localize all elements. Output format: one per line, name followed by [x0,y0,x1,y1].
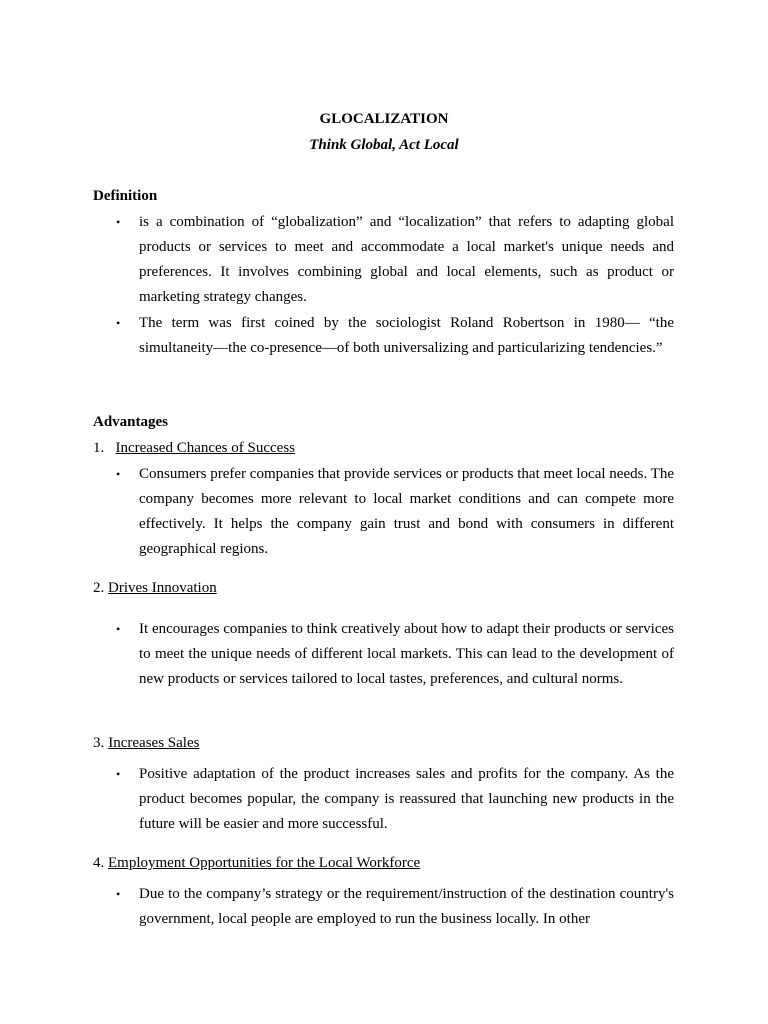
bullet-icon: • [116,622,121,636]
definition-heading: Definition [93,188,158,204]
advantage-number: 3. [93,735,105,751]
bullet-icon: • [116,316,121,330]
advantage-heading-2 [93,580,217,597]
advantage-title: Drives Innovation [108,580,217,596]
definition-bullet-2: The term was first coined by the sociologist Roland Robertson in 1980— “the simultaneity—the co-presence—of both universalizing and particularizing tendencies.” [139,315,674,356]
advantage-heading-3 [93,735,199,752]
bullet-icon: • [116,887,121,901]
advantage-title: Increased Chances of Success [115,440,296,456]
advantage-number: 1. [93,440,105,456]
document-title: GLOCALIZATION [319,111,449,127]
bullet-icon: • [116,215,121,229]
document-subtitle: Think Global, Act Local [309,137,459,153]
definition-bullet-1: is a combination of “globalization” and “localization” that refers to adapting global products or services to meet and accommodate a local market's unique needs and preferences. It involves combining global and local elements, such as product or marketing strategy changes. [139,214,674,305]
advantage-title: Employment Opportunities for the Local Workforce [108,855,421,871]
advantage-heading-1 [93,440,295,457]
advantage-bullet-4: Due to the company’s strategy or the requirement/instruction of the destination country's government, local people are employed to run the business locally. In other [139,886,674,927]
advantage-bullet-3: Positive adaptation of the product increases sales and profits for the company. As the product becomes popular, the company is reassured that launching new products in the future will be easier and more successful. [139,766,674,832]
advantage-title: Increases Sales [108,735,200,751]
advantage-number: 2. [93,580,105,596]
advantage-number: 4. [93,855,105,871]
bullet-icon: • [116,467,121,481]
bullet-icon: • [116,767,121,781]
advantages-heading: Advantages [93,414,169,430]
advantage-bullet-1: Consumers prefer companies that provide services or products that meet local needs. The company becomes more relevant to local market conditions and can compete more effectively. It helps the company gain trust and bond with consumers in different geographical regions. [139,466,674,557]
advantage-heading-4 [93,855,420,872]
advantage-bullet-2: It encourages companies to think creatively about how to adapt their products or services to meet the unique needs of different local markets. This can lead to the development of new products or services tailored to local tastes, preferences, and cultural norms. [139,621,674,687]
